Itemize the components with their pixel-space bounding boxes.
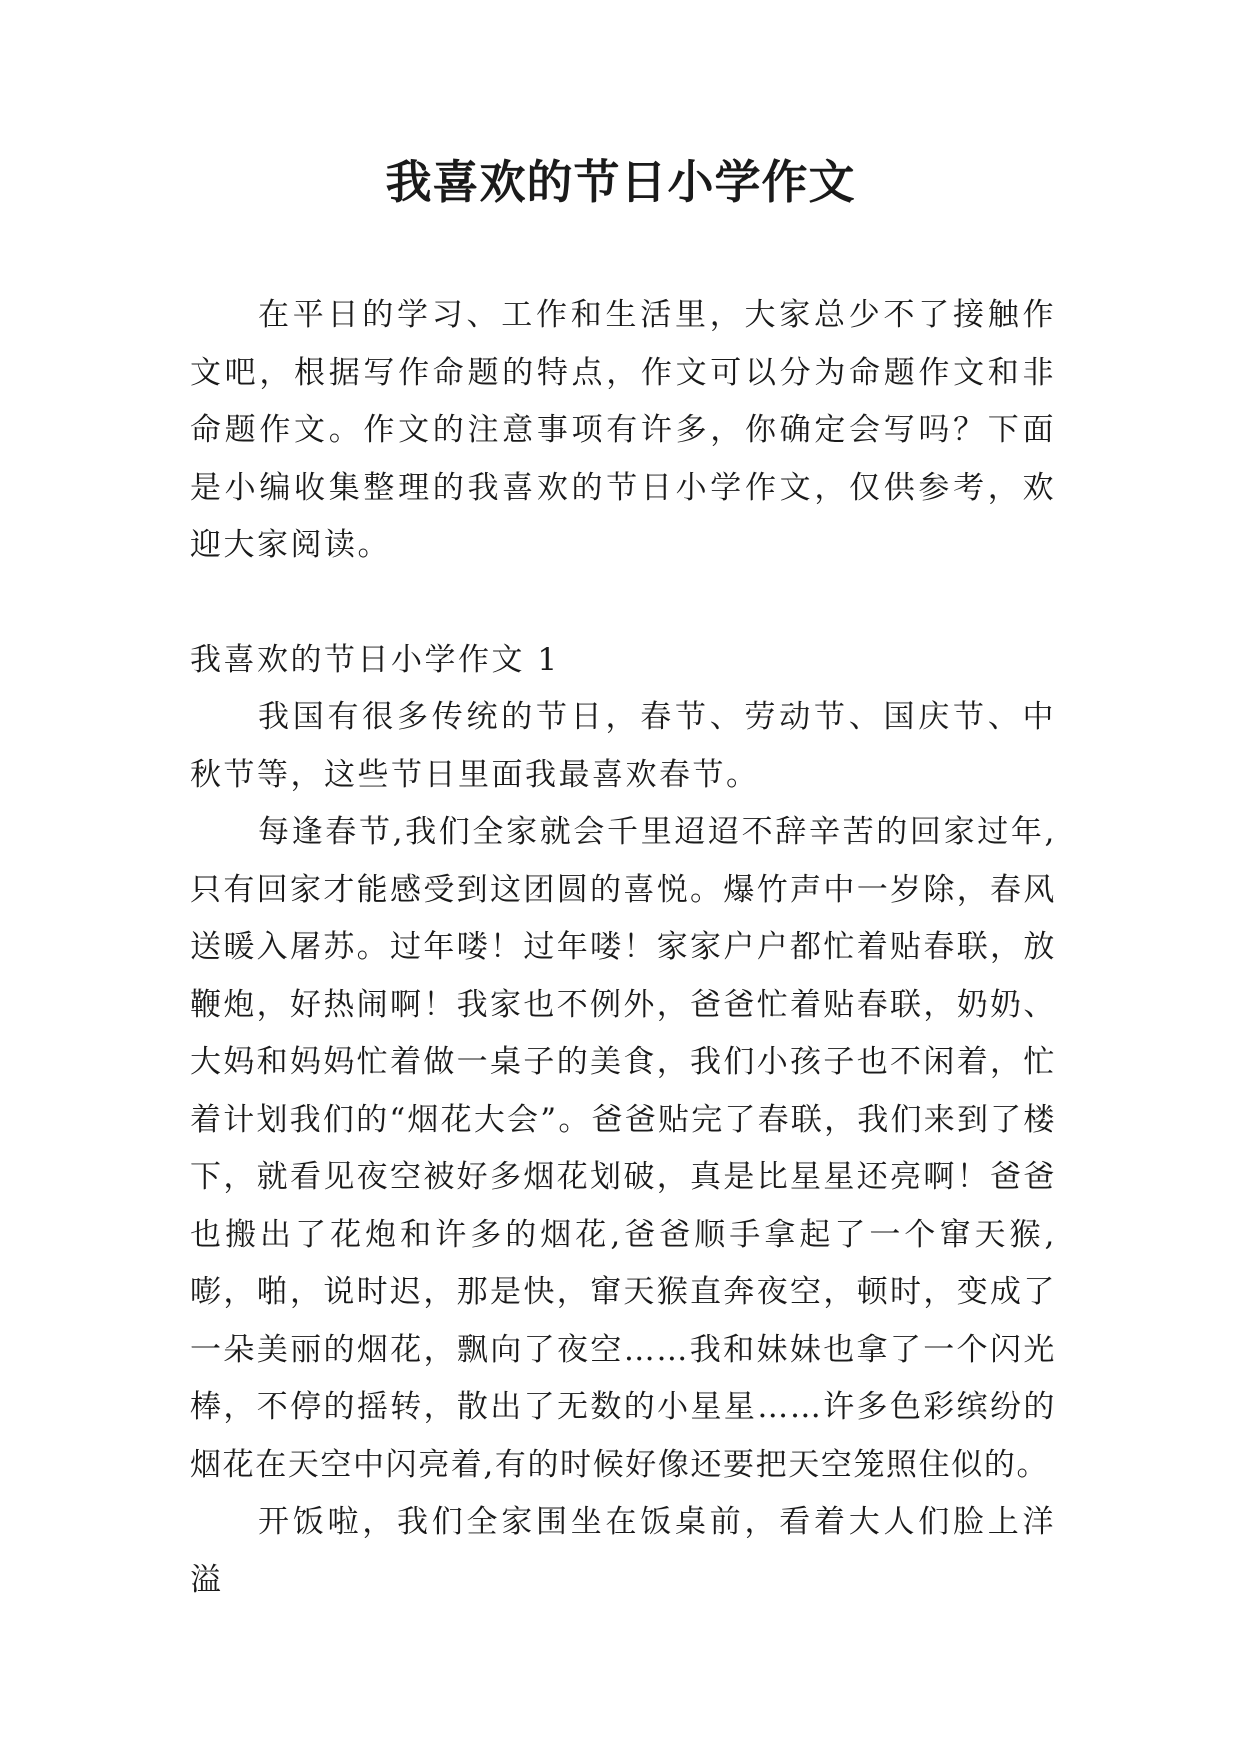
document-body [190,287,1056,1609]
body-paragraph-3: 开饭啦，我们全家围坐在饭桌前，看着大人们脸上洋溢 [190,1504,1056,1598]
intro-paragraph: 在平日的学习、工作和生活里，大家总少不了接触作文吧，根据写作命题的特点，作文可以分为命题作文和非命题作文。作文的注意事项有许多，你确定会写吗？下面是小编收集整理的我喜欢的节日小学作文，仅供参考，欢迎大家阅读。 [190,297,1056,563]
section-heading: 我喜欢的节日小学作文 1 [190,641,560,678]
body-paragraph-1: 我国有很多传统的节日，春节、劳动节、国庆节、中秋节等，这些节日里面我最喜欢春节。 [190,699,1056,793]
body-paragraph-2: 每逢春节,我们全家就会千里迢迢不辞辛苦的回家过年,只有回家才能感受到这团圆的喜悦。爆竹声中一岁除，春风送暖入屠苏。过年喽！过年喽！家家户户都忙着贴春联，放鞭炮，好热闹啊！我家也不例外，爸爸忙着贴春联，奶奶、大妈和妈妈忙着做一桌子的美食，我们小孩子也不闲着，忙着计划我们的“烟花大会”。爸爸贴完了春联，我们来到了楼下，就看见夜空被好多烟花划破，真是比星星还亮啊！爸爸也搬出了花炮和许多的烟花,爸爸顺手拿起了一个窜天猴,嘭，啪，说时迟，那是快，窜天猴直奔夜空，顿时，变成了一朵美丽的烟花，飘向了夜空……我和妹妹也拿了一个闪光棒，不停的摇转，散出了无数的小星星……许多色彩缤纷的烟花在天空中闪亮着,有的时候好像还要把天空笼照住似的。 [190,814,1056,1483]
section-spacer [190,575,1056,632]
document-title: 我喜欢的节日小学作文 [385,155,856,209]
